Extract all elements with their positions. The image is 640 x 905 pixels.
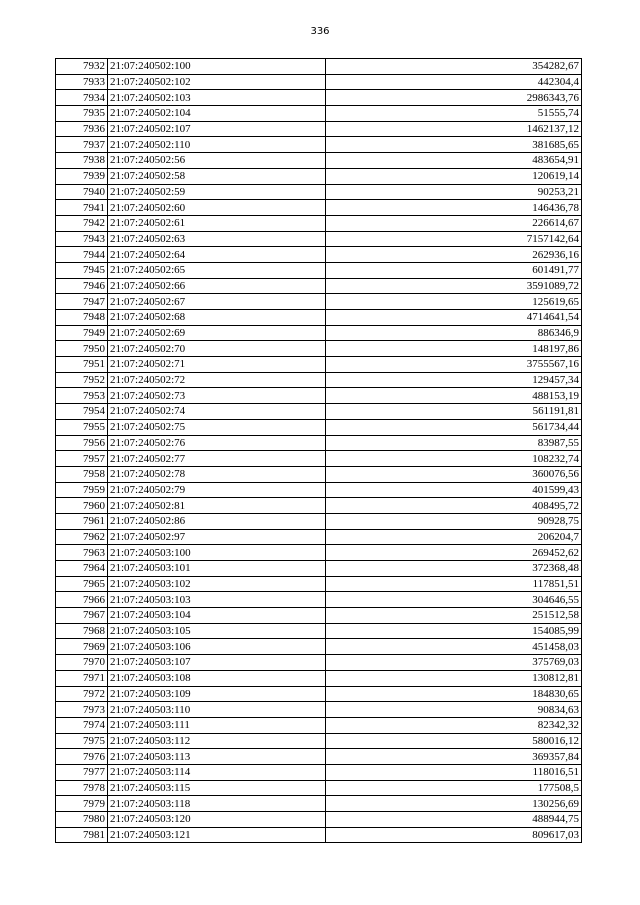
row-number-cell: 7934 <box>56 90 108 106</box>
cadastral-number-cell: 21:07:240502:64 <box>108 247 326 263</box>
row-number-cell: 7966 <box>56 592 108 608</box>
row-number-cell: 7935 <box>56 106 108 122</box>
value-cell: 442304,4 <box>326 74 582 90</box>
row-number-cell: 7957 <box>56 451 108 467</box>
table-row <box>56 184 582 200</box>
table-row <box>56 74 582 90</box>
cadastral-number-cell: 21:07:240502:71 <box>108 357 326 373</box>
row-number-cell: 7946 <box>56 278 108 294</box>
table-row <box>56 529 582 545</box>
row-number-cell: 7959 <box>56 482 108 498</box>
value-cell: 3755567,16 <box>326 357 582 373</box>
table-row <box>56 90 582 106</box>
cadastral-number-cell: 21:07:240503:107 <box>108 655 326 671</box>
cadastral-number-cell: 21:07:240502:81 <box>108 498 326 514</box>
cadastral-number-cell: 21:07:240503:105 <box>108 623 326 639</box>
value-cell: 451458,03 <box>326 639 582 655</box>
cadastral-number-cell: 21:07:240503:103 <box>108 592 326 608</box>
table-row <box>56 153 582 169</box>
value-cell: 2986343,76 <box>326 90 582 106</box>
table-row <box>56 717 582 733</box>
row-number-cell: 7979 <box>56 796 108 812</box>
cadastral-number-cell: 21:07:240503:120 <box>108 812 326 828</box>
value-cell: 561191,81 <box>326 404 582 420</box>
table-row <box>56 702 582 718</box>
row-number-cell: 7961 <box>56 513 108 529</box>
row-number-cell: 7958 <box>56 466 108 482</box>
value-cell: 117851,51 <box>326 576 582 592</box>
table-row <box>56 341 582 357</box>
value-cell: 177508,5 <box>326 780 582 796</box>
page-number: 336 <box>310 26 330 37</box>
value-cell: 561734,44 <box>326 419 582 435</box>
cadastral-number-cell: 21:07:240502:79 <box>108 482 326 498</box>
cadastral-number-cell: 21:07:240503:111 <box>108 717 326 733</box>
cadastral-number-cell: 21:07:240502:69 <box>108 325 326 341</box>
cadastral-number-cell: 21:07:240502:67 <box>108 294 326 310</box>
value-cell: 488153,19 <box>326 388 582 404</box>
row-number-cell: 7968 <box>56 623 108 639</box>
table-row <box>56 215 582 231</box>
row-number-cell: 7947 <box>56 294 108 310</box>
row-number-cell: 7944 <box>56 247 108 263</box>
table-row <box>56 561 582 577</box>
row-number-cell: 7942 <box>56 215 108 231</box>
cadastral-number-cell: 21:07:240503:104 <box>108 608 326 624</box>
value-cell: 148197,86 <box>326 341 582 357</box>
value-cell: 304646,55 <box>326 592 582 608</box>
value-cell: 226614,67 <box>326 215 582 231</box>
row-number-cell: 7978 <box>56 780 108 796</box>
table-body <box>56 59 582 843</box>
cadastral-number-cell: 21:07:240502:103 <box>108 90 326 106</box>
table-row <box>56 357 582 373</box>
cadastral-number-cell: 21:07:240502:63 <box>108 231 326 247</box>
table-row <box>56 592 582 608</box>
value-cell: 1462137,12 <box>326 121 582 137</box>
row-number-cell: 7972 <box>56 686 108 702</box>
row-number-cell: 7949 <box>56 325 108 341</box>
value-cell: 4714641,54 <box>326 310 582 326</box>
cadastral-number-cell: 21:07:240502:73 <box>108 388 326 404</box>
cadastral-number-cell: 21:07:240503:118 <box>108 796 326 812</box>
value-cell: 90928,75 <box>326 513 582 529</box>
value-cell: 130256,69 <box>326 796 582 812</box>
row-number-cell: 7965 <box>56 576 108 592</box>
cadastral-number-cell: 21:07:240502:66 <box>108 278 326 294</box>
table-row <box>56 623 582 639</box>
cadastral-number-cell: 21:07:240502:104 <box>108 106 326 122</box>
cadastral-number-cell: 21:07:240502:77 <box>108 451 326 467</box>
row-number-cell: 7970 <box>56 655 108 671</box>
value-cell: 51555,74 <box>326 106 582 122</box>
cadastral-number-cell: 21:07:240503:109 <box>108 686 326 702</box>
table-row <box>56 278 582 294</box>
table-row <box>56 294 582 310</box>
table-row <box>56 576 582 592</box>
cadastral-number-cell: 21:07:240503:110 <box>108 702 326 718</box>
table-row <box>56 168 582 184</box>
table-row <box>56 749 582 765</box>
row-number-cell: 7960 <box>56 498 108 514</box>
cadastral-number-cell: 21:07:240502:72 <box>108 372 326 388</box>
value-cell: 375769,03 <box>326 655 582 671</box>
row-number-cell: 7932 <box>56 59 108 75</box>
value-cell: 809617,03 <box>326 827 582 843</box>
value-cell: 381685,65 <box>326 137 582 153</box>
row-number-cell: 7956 <box>56 435 108 451</box>
row-number-cell: 7939 <box>56 168 108 184</box>
cadastral-number-cell: 21:07:240502:74 <box>108 404 326 420</box>
row-number-cell: 7976 <box>56 749 108 765</box>
value-cell: 206204,7 <box>326 529 582 545</box>
table-row <box>56 451 582 467</box>
row-number-cell: 7981 <box>56 827 108 843</box>
row-number-cell: 7969 <box>56 639 108 655</box>
table-row <box>56 325 582 341</box>
table-row <box>56 106 582 122</box>
table-row <box>56 498 582 514</box>
value-cell: 269452,62 <box>326 545 582 561</box>
row-number-cell: 7975 <box>56 733 108 749</box>
table-row <box>56 545 582 561</box>
row-number-cell: 7954 <box>56 404 108 420</box>
row-number-cell: 7977 <box>56 764 108 780</box>
row-number-cell: 7950 <box>56 341 108 357</box>
cadastral-number-cell: 21:07:240502:68 <box>108 310 326 326</box>
table-row <box>56 231 582 247</box>
value-cell: 7157142,64 <box>326 231 582 247</box>
row-number-cell: 7943 <box>56 231 108 247</box>
cadastral-number-cell: 21:07:240502:78 <box>108 466 326 482</box>
cadastral-number-cell: 21:07:240502:100 <box>108 59 326 75</box>
cadastral-number-cell: 21:07:240503:101 <box>108 561 326 577</box>
value-cell: 90253,21 <box>326 184 582 200</box>
value-cell: 483654,91 <box>326 153 582 169</box>
row-number-cell: 7973 <box>56 702 108 718</box>
table-row <box>56 733 582 749</box>
table-row <box>56 513 582 529</box>
value-cell: 601491,77 <box>326 262 582 278</box>
cadastral-number-cell: 21:07:240503:114 <box>108 764 326 780</box>
cadastral-number-cell: 21:07:240502:75 <box>108 419 326 435</box>
cadastral-number-cell: 21:07:240502:65 <box>108 262 326 278</box>
row-number-cell: 7974 <box>56 717 108 733</box>
value-cell: 251512,58 <box>326 608 582 624</box>
table-row <box>56 404 582 420</box>
value-cell: 130812,81 <box>326 670 582 686</box>
value-cell: 83987,55 <box>326 435 582 451</box>
cadastral-number-cell: 21:07:240503:106 <box>108 639 326 655</box>
row-number-cell: 7941 <box>56 200 108 216</box>
table-row <box>56 200 582 216</box>
value-cell: 108232,74 <box>326 451 582 467</box>
value-cell: 401599,43 <box>326 482 582 498</box>
row-number-cell: 7933 <box>56 74 108 90</box>
cadastral-number-cell: 21:07:240503:115 <box>108 780 326 796</box>
row-number-cell: 7953 <box>56 388 108 404</box>
table-row <box>56 262 582 278</box>
row-number-cell: 7955 <box>56 419 108 435</box>
cadastral-number-cell: 21:07:240503:113 <box>108 749 326 765</box>
row-number-cell: 7936 <box>56 121 108 137</box>
row-number-cell: 7967 <box>56 608 108 624</box>
value-cell: 120619,14 <box>326 168 582 184</box>
cadastral-number-cell: 21:07:240503:102 <box>108 576 326 592</box>
cadastral-value-table <box>55 58 582 843</box>
row-number-cell: 7952 <box>56 372 108 388</box>
value-cell: 118016,51 <box>326 764 582 780</box>
value-cell: 262936,16 <box>326 247 582 263</box>
table-row <box>56 435 582 451</box>
cadastral-number-cell: 21:07:240503:100 <box>108 545 326 561</box>
cadastral-number-cell: 21:07:240502:97 <box>108 529 326 545</box>
cadastral-number-cell: 21:07:240502:110 <box>108 137 326 153</box>
row-number-cell: 7971 <box>56 670 108 686</box>
value-cell: 488944,75 <box>326 812 582 828</box>
table-row <box>56 466 582 482</box>
value-cell: 125619,65 <box>326 294 582 310</box>
table-row <box>56 796 582 812</box>
row-number-cell: 7963 <box>56 545 108 561</box>
table-row <box>56 59 582 75</box>
value-cell: 184830,65 <box>326 686 582 702</box>
table-row <box>56 655 582 671</box>
table-row <box>56 827 582 843</box>
table-row <box>56 247 582 263</box>
row-number-cell: 7948 <box>56 310 108 326</box>
cadastral-number-cell: 21:07:240502:107 <box>108 121 326 137</box>
table-row <box>56 780 582 796</box>
cadastral-number-cell: 21:07:240502:61 <box>108 215 326 231</box>
value-cell: 129457,34 <box>326 372 582 388</box>
cadastral-number-cell: 21:07:240503:108 <box>108 670 326 686</box>
value-cell: 369357,84 <box>326 749 582 765</box>
row-number-cell: 7937 <box>56 137 108 153</box>
value-cell: 408495,72 <box>326 498 582 514</box>
cadastral-number-cell: 21:07:240502:58 <box>108 168 326 184</box>
table-row <box>56 310 582 326</box>
value-cell: 82342,32 <box>326 717 582 733</box>
cadastral-number-cell: 21:07:240502:56 <box>108 153 326 169</box>
row-number-cell: 7951 <box>56 357 108 373</box>
value-cell: 154085,99 <box>326 623 582 639</box>
table-row <box>56 686 582 702</box>
cadastral-number-cell: 21:07:240503:112 <box>108 733 326 749</box>
value-cell: 146436,78 <box>326 200 582 216</box>
cadastral-number-cell: 21:07:240503:121 <box>108 827 326 843</box>
value-cell: 886346,9 <box>326 325 582 341</box>
cadastral-number-cell: 21:07:240502:59 <box>108 184 326 200</box>
row-number-cell: 7980 <box>56 812 108 828</box>
table-row <box>56 137 582 153</box>
value-cell: 372368,48 <box>326 561 582 577</box>
table-row <box>56 121 582 137</box>
cadastral-number-cell: 21:07:240502:102 <box>108 74 326 90</box>
row-number-cell: 7964 <box>56 561 108 577</box>
value-cell: 580016,12 <box>326 733 582 749</box>
table-row <box>56 608 582 624</box>
table-row <box>56 812 582 828</box>
table-row <box>56 764 582 780</box>
row-number-cell: 7940 <box>56 184 108 200</box>
value-cell: 360076,56 <box>326 466 582 482</box>
table-row <box>56 419 582 435</box>
table-row <box>56 388 582 404</box>
table-row <box>56 482 582 498</box>
cadastral-number-cell: 21:07:240502:60 <box>108 200 326 216</box>
row-number-cell: 7962 <box>56 529 108 545</box>
cadastral-number-cell: 21:07:240502:86 <box>108 513 326 529</box>
row-number-cell: 7945 <box>56 262 108 278</box>
table-row <box>56 670 582 686</box>
value-cell: 90834,63 <box>326 702 582 718</box>
value-cell: 354282,67 <box>326 59 582 75</box>
value-cell: 3591089,72 <box>326 278 582 294</box>
cadastral-number-cell: 21:07:240502:70 <box>108 341 326 357</box>
cadastral-number-cell: 21:07:240502:76 <box>108 435 326 451</box>
table-row <box>56 372 582 388</box>
table-row <box>56 639 582 655</box>
row-number-cell: 7938 <box>56 153 108 169</box>
